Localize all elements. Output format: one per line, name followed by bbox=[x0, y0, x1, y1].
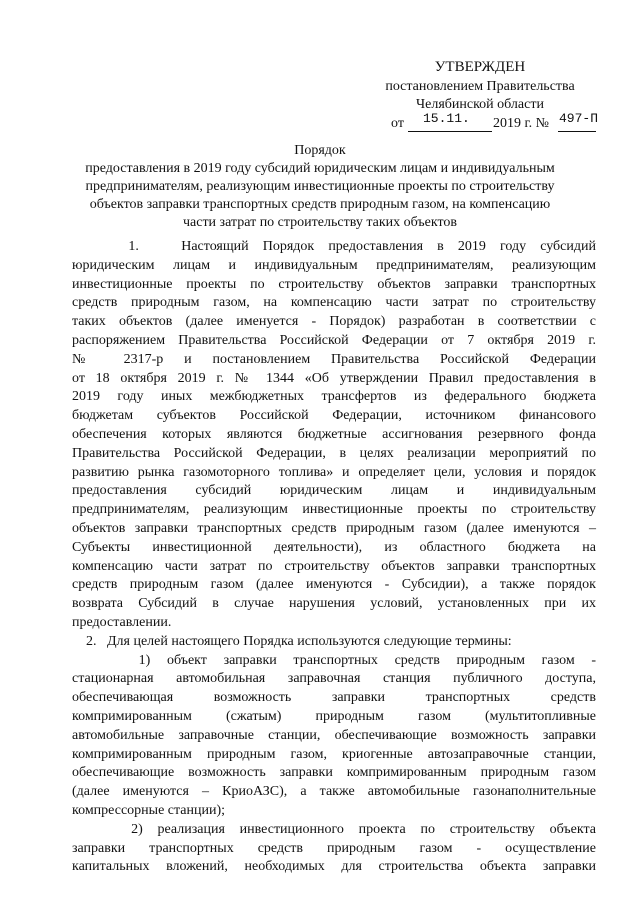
body-line: предоставлении. bbox=[72, 615, 172, 630]
body-line: предоставления субсидий юридическим лицам и индивидуальным bbox=[72, 483, 596, 499]
body-line: обеспечивающая возможность заправки транспортных средств bbox=[72, 690, 596, 706]
title-line: предпринимателям, реализующим инвестиционные проекты по строительству bbox=[85, 179, 555, 194]
body-line: обеспечивающие возможность заправки компримированным природным газом bbox=[72, 765, 596, 781]
body-line: обеспечения которых являются бюджетные ассигнования резервного фонда bbox=[72, 427, 596, 442]
body-line: средств природным газом, на компенсацию части затрат по строительству bbox=[72, 295, 596, 311]
body-line: компримированным (сжатым) природным газом (мультитопливные bbox=[72, 709, 596, 724]
title-line: объектов заправки транспортных средств природным газом, на компенсацию bbox=[89, 197, 551, 212]
body-line: развитию рынка газомоторного топлива» и определяет цели, условия и порядок bbox=[72, 464, 596, 480]
body-line: 2019 году иных межбюджетных трансфертов из федерального бюджета bbox=[72, 389, 596, 405]
approval-date-value: 15.11. bbox=[423, 111, 470, 126]
body-line: стационарная автомобильная заправочная станция публичного доступа, bbox=[72, 671, 596, 687]
body-line: заправки транспортных средств природным газом - осуществление bbox=[72, 840, 596, 856]
approval-region: Челябинской области bbox=[416, 97, 544, 112]
body-line: 1. Настоящий Порядок предоставления в 2019 году субсидий bbox=[72, 239, 596, 254]
body-line: Правительства Российской Федерации, в целях реализации мероприятий по bbox=[72, 445, 596, 461]
body-line: капитальных вложений, необходимых для строительства объекта заправки bbox=[72, 859, 596, 875]
body-line: бюджетам субъектов Российской Федерации, источником финансового bbox=[72, 408, 596, 424]
body-line: от 18 октября 2019 г. № 1344 «Об утверждении Правил предоставления в bbox=[72, 370, 596, 386]
approval-authority: постановлением Правительства bbox=[385, 79, 575, 94]
body-line: № 2317-р и постановлением Правительства Российской Федерации bbox=[72, 351, 596, 367]
body-line: средств природным газом (далее именуются - Субсидии), а также порядок bbox=[72, 577, 596, 593]
body-line: 2) реализация инвестиционного проекта по строительству объекта bbox=[72, 821, 596, 837]
body-line: инвестиционные проекты по строительству объектов заправки транспортных bbox=[72, 276, 596, 292]
body-line: таких объектов (далее именуется - Порядок) разработан в соответствии с bbox=[72, 314, 596, 330]
body-line: компримированным природным газом, криогенные автозаправочные станции, bbox=[72, 746, 596, 762]
body-line: возврата Субсидий в случае нарушения условий, установленных при их bbox=[72, 596, 596, 612]
approval-date-line bbox=[360, 111, 600, 133]
body-line: распоряжением Правительства Российской Федерации от 7 октября 2019 г. bbox=[72, 333, 596, 348]
date-underline bbox=[408, 131, 492, 132]
body-line: (далее именуются – КриоАЗС), а также автомобильные газонаполнительные bbox=[72, 784, 596, 800]
title-heading: Порядок bbox=[294, 143, 346, 158]
body-line: автомобильные заправочные станции, обеспечивающие возможность заправки bbox=[72, 727, 596, 743]
body-line: 1) объект заправки транспортных средств природным газом - bbox=[72, 652, 596, 668]
body-line: компенсацию части затрат по строительству объектов заправки транспортных bbox=[72, 558, 596, 574]
title-line: предоставления в 2019 году субсидий юридическим лицам и индивидуальным bbox=[85, 161, 555, 176]
body-line: компрессорные станции); bbox=[72, 803, 226, 818]
body-line: Субъекты инвестиционной деятельности), из областного бюджета на bbox=[72, 539, 596, 555]
approval-number-value: 497-П bbox=[559, 111, 599, 126]
body-line: предпринимателям, реализующим инвестиционные проекты по строительству bbox=[72, 502, 596, 518]
body-line: 2. Для целей настоящего Порядка используются следующие термины: bbox=[72, 633, 512, 649]
approval-title: УТВЕРЖДЕН bbox=[434, 59, 526, 75]
approval-year-label: 2019 г. № bbox=[493, 116, 550, 131]
title-line: части затрат по строительству таких объектов bbox=[182, 215, 458, 230]
approval-from-label: от bbox=[391, 116, 404, 131]
body-line: объектов заправки транспортных средств природным газом (далее именуются – bbox=[72, 521, 596, 536]
body-line: юридическим лицам и индивидуальным предпринимателям, реализующим bbox=[72, 257, 596, 273]
number-underline bbox=[558, 131, 596, 132]
